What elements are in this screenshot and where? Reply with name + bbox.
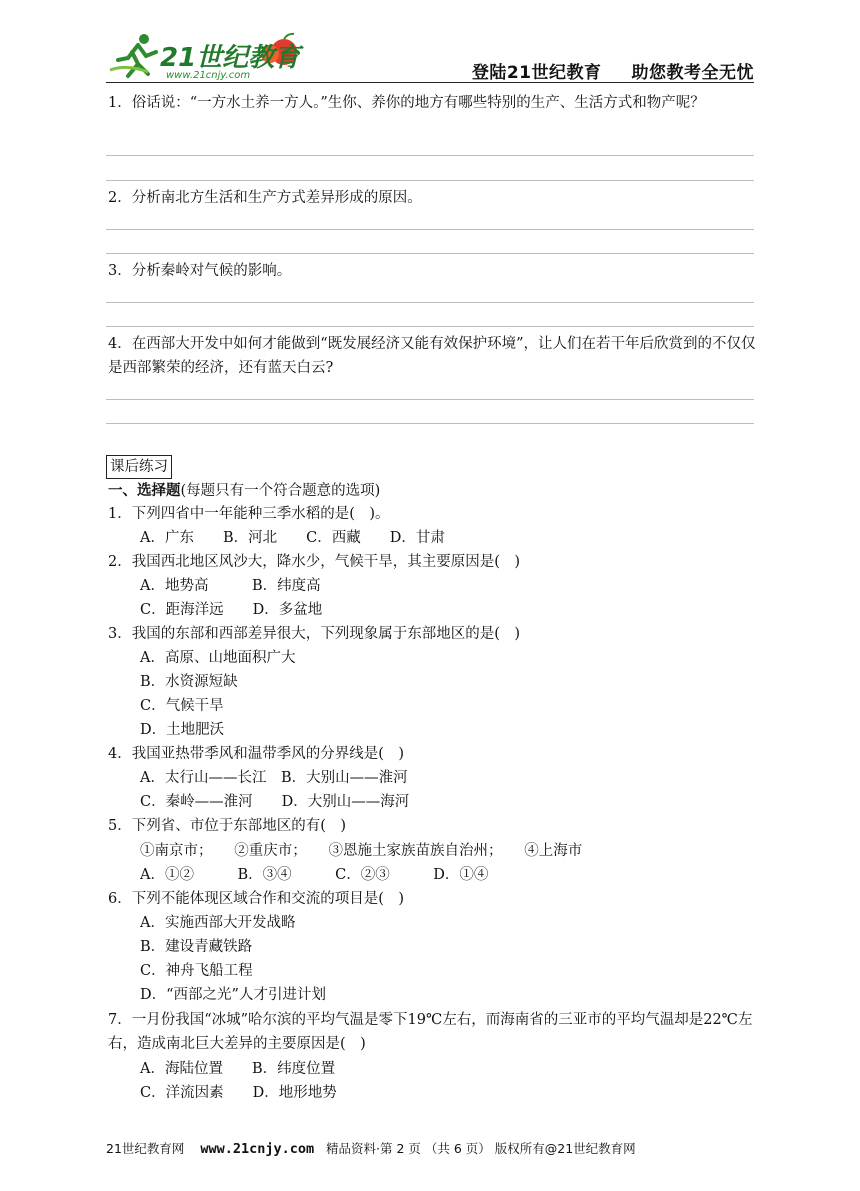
mc-question-3: 3．我国的东部和西部差异很大，下列现象属于东部地区的是( )	[108, 626, 521, 642]
mc-option[interactable]: A．实施西部大开发战略	[140, 915, 296, 931]
answer-line[interactable]	[106, 399, 754, 400]
mc-question-1: 1．下列四省中一年能种三季水稻的是( )。	[108, 506, 390, 522]
svg-text:www.21cnjy.com: www.21cnjy.com	[166, 70, 251, 81]
section-title: 一、选择题	[108, 482, 181, 499]
mc-option[interactable]: C．气候干旱	[140, 698, 224, 714]
answer-line[interactable]	[106, 180, 754, 181]
answer-line[interactable]	[106, 423, 754, 424]
open-question-2: 2．分析南北方生活和生产方式差异形成的原因。	[108, 190, 422, 206]
mc-question-7: 7．一月份我国“冰城”哈尔滨的平均气温是零下19℃左右，而海南省的三亚市的平均气温却是22℃左右，造成南北巨大差异的主要原因是( )	[108, 1012, 753, 1052]
footer-url[interactable]: www.21cnjy.com	[200, 1141, 315, 1157]
open-question-4: 4．在西部大开发中如何才能做到“既发展经济又能有效保护环境”，让人们在若干年后欣赏到的不仅仅是西部繁荣的经济，还有蓝天白云?	[108, 336, 756, 376]
answer-line[interactable]	[106, 302, 754, 303]
mc-options[interactable]: C．洋流因素 D．地形地势	[140, 1085, 337, 1101]
section-note: (每题只有一个符合题意的选项)	[180, 483, 381, 499]
footer-desc: 精品资料·第 2 页 （共 6 页） 版权所有@21世纪教育网	[326, 1141, 636, 1156]
answer-line[interactable]	[106, 326, 754, 327]
answer-line[interactable]	[106, 155, 754, 156]
mc-option[interactable]: D．“西部之光”人才引进计划	[140, 987, 326, 1003]
slogan-right: 助您教考全无忧	[631, 63, 754, 83]
runner-icon	[110, 34, 156, 76]
mc-option[interactable]: B．水资源短缺	[140, 674, 238, 690]
mc-option[interactable]: C．神舟飞船工程	[140, 963, 253, 979]
open-question-3: 3．分析秦岭对气候的影响。	[108, 263, 292, 279]
mc-question-6: 6．下列不能体现区域合作和交流的项目是( )	[108, 891, 405, 907]
mc-statements: ①南京市； ②重庆市； ③恩施土家族苗族自治州； ④上海市	[140, 843, 583, 859]
footer-site: 21世纪教育网	[106, 1141, 185, 1156]
mc-question-5: 5．下列省、市位于东部地区的有( )	[108, 818, 347, 834]
mc-options[interactable]: A．①② B．③④ C．②③ D．①④	[140, 867, 489, 883]
section-heading	[108, 480, 380, 502]
header-rule	[106, 82, 754, 83]
mc-option[interactable]: A．高原、山地面积广大	[140, 650, 296, 666]
mc-option[interactable]: D．土地肥沃	[140, 722, 225, 738]
site-logo	[108, 30, 308, 82]
mc-options[interactable]: C．秦岭——淮河 D．大别山——海河	[140, 794, 410, 810]
mc-question-2: 2．我国西北地区风沙大，降水少，气候干旱，其主要原因是( )	[108, 554, 521, 570]
answer-line[interactable]	[106, 253, 754, 254]
mc-question-4: 4．我国亚热带季风和温带季风的分界线是( )	[108, 746, 405, 762]
practice-label: 课后练习	[106, 455, 172, 479]
answer-line[interactable]	[106, 229, 754, 230]
mc-option[interactable]: B．建设青藏铁路	[140, 939, 253, 955]
header-slogan	[472, 58, 754, 83]
slogan-left: 登陆21世纪教育	[471, 63, 602, 83]
mc-options[interactable]: A．地势高 B．纬度高	[140, 578, 321, 594]
mc-options[interactable]: A．太行山——长江 B．大别山——淮河	[140, 770, 408, 786]
mc-options[interactable]: A．海陆位置 B．纬度位置	[140, 1061, 336, 1077]
page-footer	[106, 1139, 636, 1157]
svg-text:21世纪教育: 21世纪教育	[160, 43, 301, 73]
mc-options[interactable]: C．距海洋远 D．多盆地	[140, 602, 323, 618]
open-question-1: 1．俗话说：“一方水土养一方人。”生你、养你的地方有哪些特别的生产、生活方式和物产呢？	[108, 95, 705, 111]
mc-options[interactable]: A．广东 B．河北 C．西藏 D．甘肃	[140, 530, 445, 546]
